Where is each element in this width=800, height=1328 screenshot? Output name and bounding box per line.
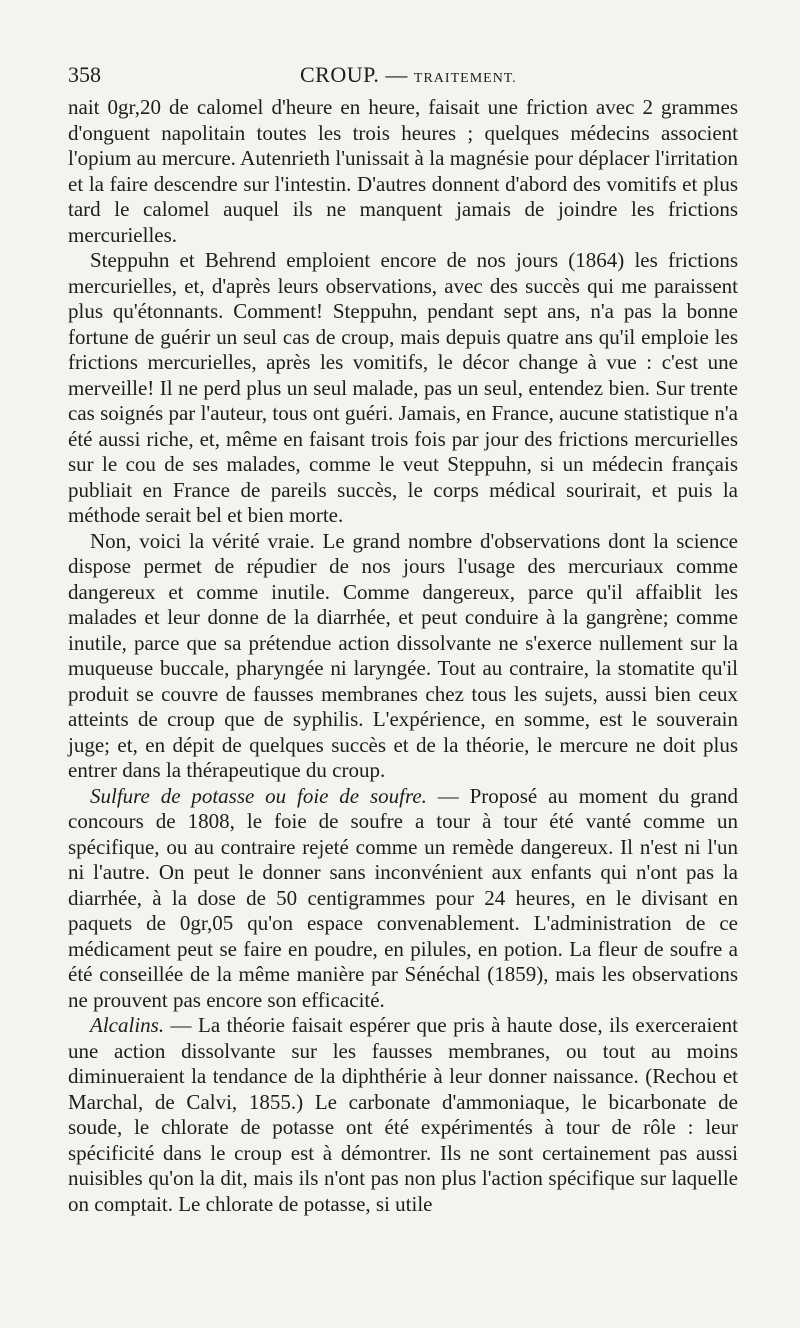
paragraph (68, 529, 738, 784)
chapter-title: CROUP. — (300, 62, 414, 87)
paragraph (68, 784, 738, 1014)
paragraph-lead: Alcalins. (90, 1013, 165, 1037)
paragraph-text: — Proposé au moment du grand concours de 1808, le foie de soufre a tour à tour été vanté comme un spécifique, ou au contraire rejeté comme un remède dangereux. Il n'est ni l'un ni l'autre. On peut le donner sans inconvénient aux enfants qui n'ont pas la diarrhée, à la dose de 50 centigrammes pour 24 heures, en le divisant en paquets de 0gr,05 qu'on espace convenablement. L'administration de ce médicament peut se faire en poudre, en pilules, en potion. La fleur de soufre a été conseillée de la même manière par Sénéchal (1859), mais les observations ne prouvent pas encore son efficacité. (68, 783, 738, 1012)
paragraph-text: — La théorie faisait espérer que pris à haute dose, ils exerceraient une action dissolvante sur les fausses membranes, ou tout au moins diminueraient la tendance de la diphthérie à leur donner naissance. (Rechou et Marchal, de Calvi, 1855.) Le carbonate d'ammoniaque, le bicarbonate de soude, le chlorate de potasse ont été expérimentés à tour de rôle : leur spécificité dans le croup est à démontrer. Ils ne sont certainement pas aussi nuisibles qu'on la dit, mais ils n'ont pas non plus l'action spécifique sur laquelle on comptait. Le chlorate de potasse, si utile (68, 1013, 738, 1216)
paragraph (68, 1013, 738, 1217)
section-title: TRAITEMENT. (413, 71, 517, 86)
page-number: 358 (68, 62, 101, 87)
running-title (300, 62, 517, 88)
page-body (68, 95, 738, 1217)
paragraph-text: Steppuhn et Behrend emploient encore de nos jours (1864) les frictions mercurielles, et, d'après leurs observations, avec des succès qui me paraissent plus qu'étonnants. Comment! Steppuhn, pendant sept ans, n'a pas la bonne fortune de guérir un seul cas de croup, mais depuis quatre ans qu'il emploie les frictions mercurielles, après les vomitifs, le décor change à vue : c'est une merveille! Il ne perd plus un seul malade, pas un seul, entendez bien. Sur trente cas soignés par l'auteur, tous ont guéri. Jamais, en France, aucune statistique n'a été aussi riche, et, même en faisant trois fois par jour des frictions mercurielles sur le cou de ses malades, comme le veut Steppuhn, si un médecin français publiait en France de pareils succès, le corps médical sourirait, et puis la méthode serait bel et bien morte. (68, 248, 738, 527)
running-header (68, 62, 738, 92)
paragraph-text: nait 0gr,20 de calomel d'heure en heure, faisait une friction avec 2 grammes d'onguent napolitain toutes les trois heures ; quelques médecins associent l'opium au mercure. Autenrieth l'unissait à la magnésie pour déplacer l'irritation et la faire descendre sur l'intestin. D'autres donnent d'abord des vomitifs et plus tard le calomel auquel ils ne manquent jamais de joindre les frictions mercurielles. (68, 95, 738, 247)
paragraph-lead: Sulfure de potasse ou foie de soufre. (90, 783, 427, 808)
paragraph-text: Non, voici la vérité vraie. Le grand nombre d'observations dont la science dispose permet de répudier de nos jours l'usage des mercuriaux comme dangereux et comme inutile. Comme dangereux, parce qu'il affaiblit les malades et leur donne de la diarrhée, et peut conduire à la gangrène; comme inutile, parce que sa prétendue action dissolvante ne s'exerce nullement sur la muqueuse buccale, pharyngée ni laryngée. Tout au contraire, la stomatite qu'il produit se couvre de fausses membranes chez tous les sujets, aussi bien ceux atteints de croup que de syphilis. L'expérience, en somme, est le souverain juge; et, en dépit de quelques succès et de la théorie, le mercure ne doit plus entrer dans la thérapeutique du croup. (68, 528, 738, 782)
paragraph (68, 95, 738, 248)
paragraph (68, 248, 738, 529)
